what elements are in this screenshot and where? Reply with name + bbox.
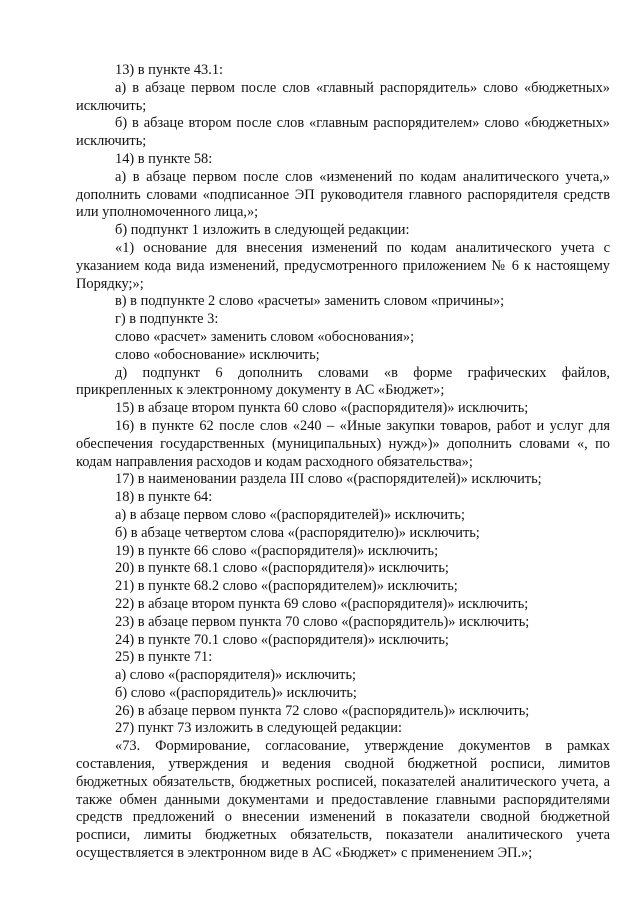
paragraph: б) подпункт 1 изложить в следующей редакции: <box>115 222 410 239</box>
paragraph: а) в абзаце первом после слов «изменений по кодам аналитического учета,» дополнить словами «подписанное ЭП руководителя главного распорядителя средств или уполномоченного лица,»; <box>76 168 610 221</box>
paragraph: 20) в пункте 68.1 слово «(распорядителя)» исключить; <box>115 560 449 577</box>
paragraph: б) в абзаце четвертом слова «(распорядителю)» исключить; <box>115 524 480 541</box>
paragraph: а) слово «(распорядителя)» исключить; <box>115 667 357 684</box>
paragraph: 17) в наименовании раздела III слово «(распорядителей)» исключить; <box>115 471 542 488</box>
paragraph: 18) в пункте 64: <box>115 489 213 506</box>
paragraph: 13) в пункте 43.1: <box>115 62 224 78</box>
paragraph: в) в подпункте 2 слово «расчеты» заменить словом «причины»; <box>115 293 505 310</box>
paragraph: «1) основание для внесения изменений по кодам аналитического учета с указанием кода вида изменений, предусмотренного приложением № 6 к настоящему Порядку;»; <box>76 239 610 292</box>
paragraph: 22) в абзаце втором пункта 69 слово «(распорядителя)» исключить; <box>115 595 529 612</box>
paragraph: 23) в абзаце первом пункта 70 слово «(распорядитель)» исключить; <box>115 613 530 630</box>
paragraph: 16) в пункте 62 после слов «240 – «Иные закупки товаров, работ и услуг для обеспечения государственных (муниципальных) нужд»)» дополнить словами «, по кодам направления расходов и кодам расходного обязательства»; <box>76 417 610 470</box>
paragraph: а) в абзаце первом слово «(распорядителей)» исключить; <box>115 506 465 523</box>
paragraph: 27) пункт 73 изложить в следующей редакции: <box>115 720 402 737</box>
paragraph: 26) в абзаце первом пункта 72 слово «(распорядитель)» исключить; <box>115 702 530 719</box>
paragraph: слово «расчет» заменить словом «обоснования»; <box>115 328 415 345</box>
paragraph: 19) в пункте 66 слово «(распорядителя)» исключить; <box>115 542 439 559</box>
paragraph: 25) в пункте 71: <box>115 649 213 666</box>
paragraph: «73. Формирование, согласование, утверждение документов в рамках составления, утверждения и ведения сводной бюджетной росписи, лимитов бюджетных обязательств, бюджетных росписей, показателей аналитического учета, а также обмен данными документами и предоставление главными распорядителями средств предложений о внесении изменений в показатели сводной бюджетной росписи, лимиты бюджетных обязательств, показатели аналитического учета осуществляется в электронном виде в АС «Бюджет» с применением ЭП.»; <box>76 738 610 862</box>
paragraph: слово «обоснование» исключить; <box>115 346 320 363</box>
paragraph: д) подпункт 6 дополнить словами «в форме графических файлов, прикрепленных к электронному документу в АС «Бюджет»; <box>76 364 610 399</box>
paragraph: 24) в пункте 70.1 слово «(распорядителя)» исключить; <box>115 631 449 648</box>
document-body <box>76 62 610 863</box>
paragraph: б) в абзаце втором после слов «главным распорядителем» слово «бюджетных» исключить; <box>76 115 610 150</box>
paragraph: 21) в пункте 68.2 слово «(распорядителем)» исключить; <box>115 578 458 595</box>
paragraph: г) в подпункте 3: <box>115 311 219 328</box>
paragraph: 14) в пункте 58: <box>115 150 213 167</box>
paragraph: а) в абзаце первом после слов «главный распорядитель» слово «бюджетных» исключить; <box>76 79 610 114</box>
paragraph: б) слово «(распорядитель)» исключить; <box>115 684 357 701</box>
paragraph: 15) в абзаце втором пункта 60 слово «(распорядителя)» исключить; <box>115 400 529 417</box>
